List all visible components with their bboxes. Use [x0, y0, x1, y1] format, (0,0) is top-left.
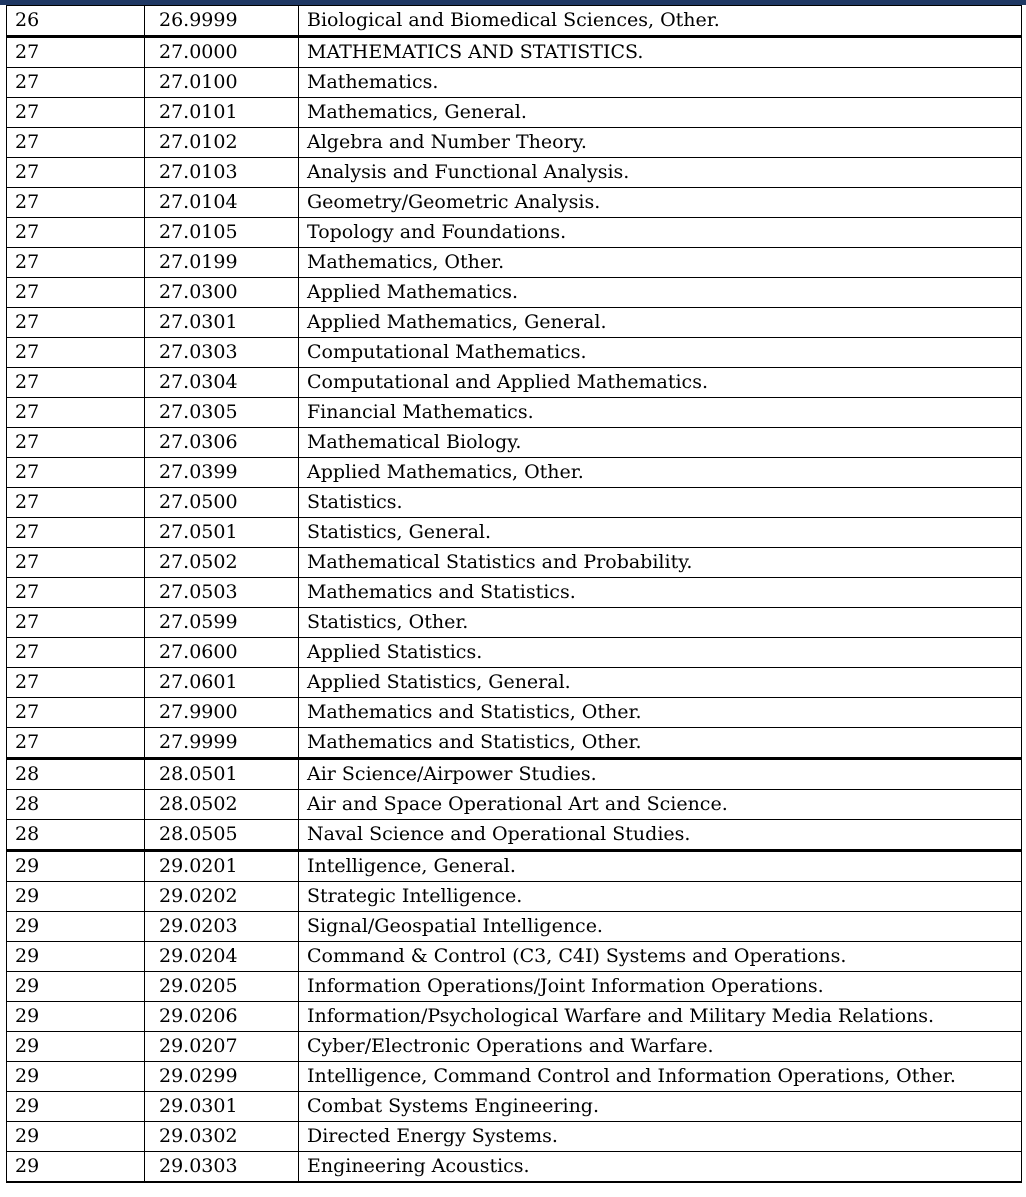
series-cell: 27: [7, 488, 145, 518]
table-row: [7, 608, 1022, 638]
table-row: [7, 128, 1022, 158]
table-row: [7, 698, 1022, 728]
cip-code-cell: 29.0204: [145, 942, 299, 972]
table-row: [7, 1152, 1022, 1183]
program-title-cell: Applied Statistics, General.: [299, 668, 1022, 698]
table-row: [7, 882, 1022, 912]
cip-code-cell: 27.0105: [145, 218, 299, 248]
table-row: [7, 912, 1022, 942]
series-cell: 27: [7, 608, 145, 638]
cip-code-cell: 29.0301: [145, 1092, 299, 1122]
table-row: [7, 578, 1022, 608]
cip-code-cell: 27.0601: [145, 668, 299, 698]
cip-code-cell: 27.0101: [145, 98, 299, 128]
table-row: [7, 972, 1022, 1002]
series-cell: 27: [7, 398, 145, 428]
table-row: [7, 518, 1022, 548]
series-cell: 27: [7, 128, 145, 158]
cip-code-cell: 27.0303: [145, 338, 299, 368]
program-title-cell: Computational and Applied Mathematics.: [299, 368, 1022, 398]
cip-code-cell: 27.0300: [145, 278, 299, 308]
table-row: [7, 488, 1022, 518]
program-title-cell: Intelligence, General.: [299, 851, 1022, 882]
series-cell: 27: [7, 68, 145, 98]
series-cell: 27: [7, 368, 145, 398]
cip-code-cell: 27.0304: [145, 368, 299, 398]
cip-code-cell: 28.0501: [145, 759, 299, 790]
program-title-cell: Intelligence, Command Control and Information Operations, Other.: [299, 1062, 1022, 1092]
program-title-cell: Information/Psychological Warfare and Military Media Relations.: [299, 1002, 1022, 1032]
program-title-cell: Applied Mathematics, Other.: [299, 458, 1022, 488]
program-title-cell: Financial Mathematics.: [299, 398, 1022, 428]
cip-code-cell: 27.0305: [145, 398, 299, 428]
series-cell: 27: [7, 158, 145, 188]
program-title-cell: Mathematics and Statistics, Other.: [299, 698, 1022, 728]
series-cell: 29: [7, 882, 145, 912]
table-row: [7, 820, 1022, 851]
program-title-cell: Mathematics, General.: [299, 98, 1022, 128]
cip-code-cell: 27.9999: [145, 728, 299, 759]
series-cell: 27: [7, 638, 145, 668]
program-title-cell: Applied Mathematics.: [299, 278, 1022, 308]
cip-code-cell: 27.0306: [145, 428, 299, 458]
program-title-cell: Information Operations/Joint Information Operations.: [299, 972, 1022, 1002]
series-cell: 27: [7, 458, 145, 488]
program-title-cell: Mathematics and Statistics.: [299, 578, 1022, 608]
series-cell: 29: [7, 972, 145, 1002]
program-title-cell: Statistics, General.: [299, 518, 1022, 548]
table-row: [7, 188, 1022, 218]
series-cell: 27: [7, 518, 145, 548]
cip-code-cell: 27.0104: [145, 188, 299, 218]
series-cell: 29: [7, 1032, 145, 1062]
table-row: [7, 428, 1022, 458]
series-cell: 28: [7, 820, 145, 851]
program-title-cell: Combat Systems Engineering.: [299, 1092, 1022, 1122]
table-row: [7, 759, 1022, 790]
table-body: [7, 6, 1022, 1183]
program-title-cell: Naval Science and Operational Studies.: [299, 820, 1022, 851]
table-row: [7, 68, 1022, 98]
table-row: [7, 1062, 1022, 1092]
cip-code-cell: 27.0102: [145, 128, 299, 158]
program-title-cell: Signal/Geospatial Intelligence.: [299, 912, 1022, 942]
table-row: [7, 1032, 1022, 1062]
cip-code-cell: 28.0505: [145, 820, 299, 851]
table-row: [7, 248, 1022, 278]
series-cell: 29: [7, 1002, 145, 1032]
cip-code-cell: 27.0399: [145, 458, 299, 488]
cip-code-cell: 29.0303: [145, 1152, 299, 1183]
cip-code-cell: 26.9999: [145, 6, 299, 37]
table-row: [7, 37, 1022, 68]
series-cell: 27: [7, 37, 145, 68]
cip-code-cell: 27.0502: [145, 548, 299, 578]
cip-code-cell: 27.0599: [145, 608, 299, 638]
cip-code-cell: 27.0600: [145, 638, 299, 668]
table-row: [7, 1122, 1022, 1152]
cip-code-cell: 27.0503: [145, 578, 299, 608]
program-title-cell: Topology and Foundations.: [299, 218, 1022, 248]
cip-code-cell: 29.0202: [145, 882, 299, 912]
cip-code-cell: 29.0299: [145, 1062, 299, 1092]
cip-code-cell: 29.0203: [145, 912, 299, 942]
table-row: [7, 942, 1022, 972]
table-row: [7, 368, 1022, 398]
series-cell: 28: [7, 759, 145, 790]
table-row: [7, 6, 1022, 37]
program-title-cell: MATHEMATICS AND STATISTICS.: [299, 37, 1022, 68]
program-title-cell: Strategic Intelligence.: [299, 882, 1022, 912]
series-cell: 29: [7, 1152, 145, 1183]
series-cell: 29: [7, 942, 145, 972]
program-title-cell: Statistics.: [299, 488, 1022, 518]
cip-code-cell: 27.0500: [145, 488, 299, 518]
cip-code-cell: 29.0207: [145, 1032, 299, 1062]
program-title-cell: Applied Statistics.: [299, 638, 1022, 668]
program-title-cell: Mathematics, Other.: [299, 248, 1022, 278]
cip-code-cell: 27.0501: [145, 518, 299, 548]
program-title-cell: Air Science/Airpower Studies.: [299, 759, 1022, 790]
series-cell: 27: [7, 548, 145, 578]
program-title-cell: Geometry/Geometric Analysis.: [299, 188, 1022, 218]
program-title-cell: Mathematics and Statistics, Other.: [299, 728, 1022, 759]
series-cell: 29: [7, 1122, 145, 1152]
series-cell: 29: [7, 1062, 145, 1092]
program-title-cell: Engineering Acoustics.: [299, 1152, 1022, 1183]
cip-code-cell: 29.0302: [145, 1122, 299, 1152]
series-cell: 27: [7, 248, 145, 278]
program-title-cell: Biological and Biomedical Sciences, Other.: [299, 6, 1022, 37]
series-cell: 27: [7, 698, 145, 728]
cip-code-cell: 27.0301: [145, 308, 299, 338]
program-title-cell: Analysis and Functional Analysis.: [299, 158, 1022, 188]
series-cell: 27: [7, 578, 145, 608]
table-row: [7, 638, 1022, 668]
series-cell: 28: [7, 790, 145, 820]
table-row: [7, 338, 1022, 368]
table-row: [7, 548, 1022, 578]
series-cell: 26: [7, 6, 145, 37]
series-cell: 27: [7, 728, 145, 759]
series-cell: 27: [7, 308, 145, 338]
cip-code-cell: 28.0502: [145, 790, 299, 820]
table-row: [7, 158, 1022, 188]
cip-code-cell: 27.0199: [145, 248, 299, 278]
table-row: [7, 1092, 1022, 1122]
program-title-cell: Mathematical Statistics and Probability.: [299, 548, 1022, 578]
program-title-cell: Algebra and Number Theory.: [299, 128, 1022, 158]
cip-code-table: [6, 5, 1022, 1183]
program-title-cell: Air and Space Operational Art and Science.: [299, 790, 1022, 820]
table-row: [7, 728, 1022, 759]
program-title-cell: Mathematics.: [299, 68, 1022, 98]
series-cell: 27: [7, 188, 145, 218]
cip-code-cell: 29.0205: [145, 972, 299, 1002]
program-title-cell: Directed Energy Systems.: [299, 1122, 1022, 1152]
series-cell: 27: [7, 218, 145, 248]
series-cell: 27: [7, 338, 145, 368]
series-cell: 27: [7, 428, 145, 458]
table-row: [7, 308, 1022, 338]
table-row: [7, 1002, 1022, 1032]
program-title-cell: Mathematical Biology.: [299, 428, 1022, 458]
cip-code-cell: 29.0201: [145, 851, 299, 882]
series-cell: 29: [7, 912, 145, 942]
program-title-cell: Computational Mathematics.: [299, 338, 1022, 368]
program-title-cell: Statistics, Other.: [299, 608, 1022, 638]
series-cell: 27: [7, 98, 145, 128]
cip-code-cell: 27.9900: [145, 698, 299, 728]
table-row: [7, 458, 1022, 488]
program-title-cell: Cyber/Electronic Operations and Warfare.: [299, 1032, 1022, 1062]
program-title-cell: Command & Control (C3, C4I) Systems and Operations.: [299, 942, 1022, 972]
table-row: [7, 278, 1022, 308]
table-row: [7, 668, 1022, 698]
series-cell: 29: [7, 851, 145, 882]
table-row: [7, 98, 1022, 128]
table-row: [7, 218, 1022, 248]
series-cell: 29: [7, 1092, 145, 1122]
series-cell: 27: [7, 668, 145, 698]
cip-code-cell: 27.0103: [145, 158, 299, 188]
cip-code-cell: 29.0206: [145, 1002, 299, 1032]
table-row: [7, 790, 1022, 820]
table-row: [7, 851, 1022, 882]
table-row: [7, 398, 1022, 428]
cip-code-cell: 27.0100: [145, 68, 299, 98]
cip-code-cell: 27.0000: [145, 37, 299, 68]
program-title-cell: Applied Mathematics, General.: [299, 308, 1022, 338]
series-cell: 27: [7, 278, 145, 308]
